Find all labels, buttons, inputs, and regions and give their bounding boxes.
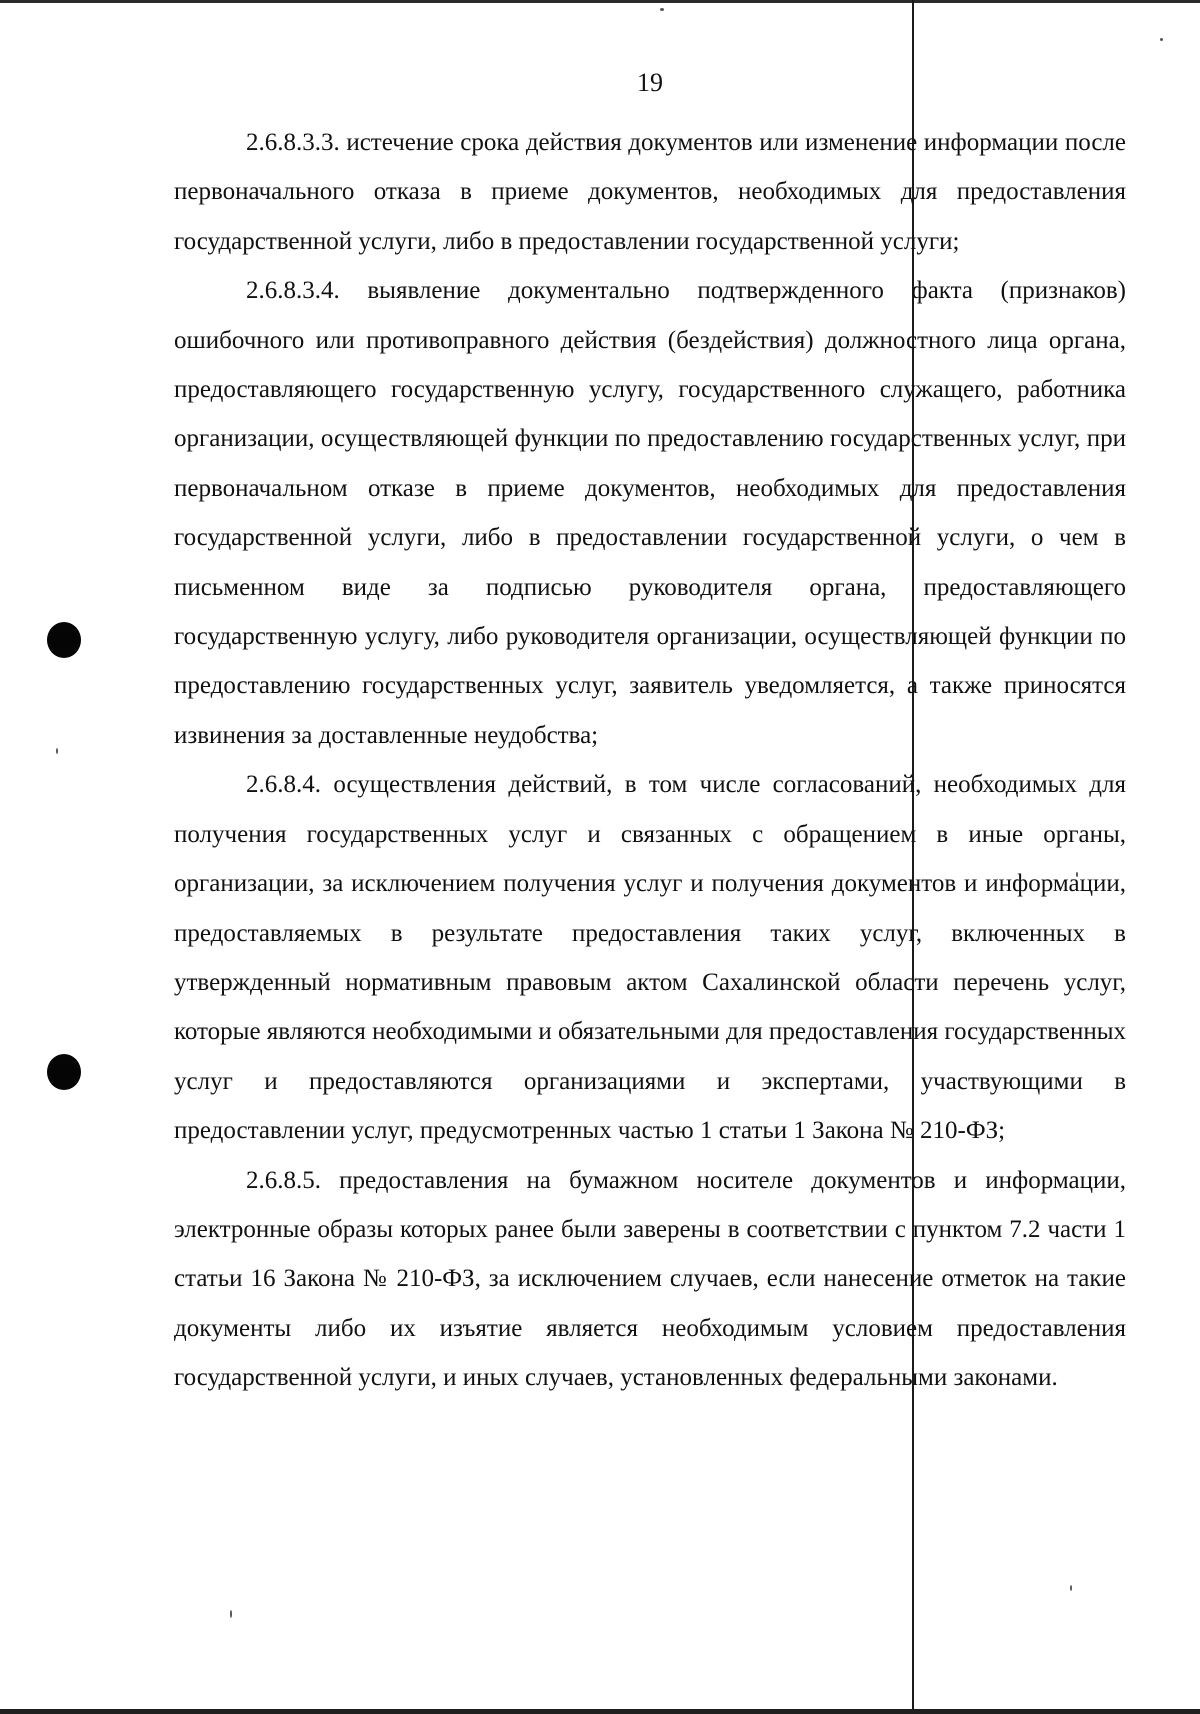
document-body: [174, 118, 1126, 1403]
scan-speck: [230, 1610, 232, 1618]
scan-speck: [660, 8, 664, 11]
clause-2-6-8-5: 2.6.8.5. предоставления на бумажном носителе документов и информации, электронные образы которых ранее были заверены в соответствии с пунктом 7.2 части 1 статьи 16 Закона № 210-ФЗ, за исключением случаев, если нанесение отметок на такие документы либо их изъятие является необходимым условием предоставления государственной услуги, и иных случаев, установленных федеральными законами.: [174, 1166, 1126, 1392]
scan-speck: [56, 748, 58, 754]
punch-hole-upper: [47, 622, 81, 658]
page-number: 19: [637, 68, 663, 97]
clause-2-6-8-3-4: 2.6.8.3.4. выявление документально подтвержденного факта (признаков) ошибочного или противоправного действия (бездействия) должностного лица органа, предоставляющего государственную услугу, государственного служащего, работника организации, осуществляющей функции по предоставлению государственных услуг, при первоначальном отказе в приеме документов, необходимых для предоставления государственной услуги, либо в предоставлении государственной услуги, о чем в письменном виде за подписью руководителя органа, предоставляющего государственную услугу, либо руководителя организации, осуществляющей функции по предоставлению государственных услуг, заявитель уведомляется, а также приносятся извинения за доставленные неудобства;: [174, 277, 1126, 749]
clause-2-6-8-4: 2.6.8.4. осуществления действий, в том числе согласований, необходимых для получения государственных услуг и связанных с обращением в иные органы, организации, за исключением получения услуг и получения документов и информации, предоставляемых в результате предоставления таких услуг, включенных в утвержденный нормативным правовым актом Сахалинской области перечень услуг, которые являются необходимыми и обязательными для предоставления государственных услуг и предоставляются организациями и экспертами, участвующими в предоставлении услуг, предусмотренных частью 1 статьи 1 Закона № 210-ФЗ;: [174, 771, 1126, 1145]
clause-2-6-8-3-3: 2.6.8.3.3. истечение срока действия документов или изменение информации после первоначального отказа в приеме документов, необходимых для предоставления государственной услуги, либо в предоставлении государственной услуги;: [174, 129, 1126, 255]
scan-border-bottom: [0, 1709, 1200, 1714]
scan-speck: [1070, 1585, 1072, 1591]
scan-border-top: [0, 0, 1200, 3]
punch-hole-lower: [47, 1054, 81, 1090]
scan-speck: [1160, 38, 1163, 41]
